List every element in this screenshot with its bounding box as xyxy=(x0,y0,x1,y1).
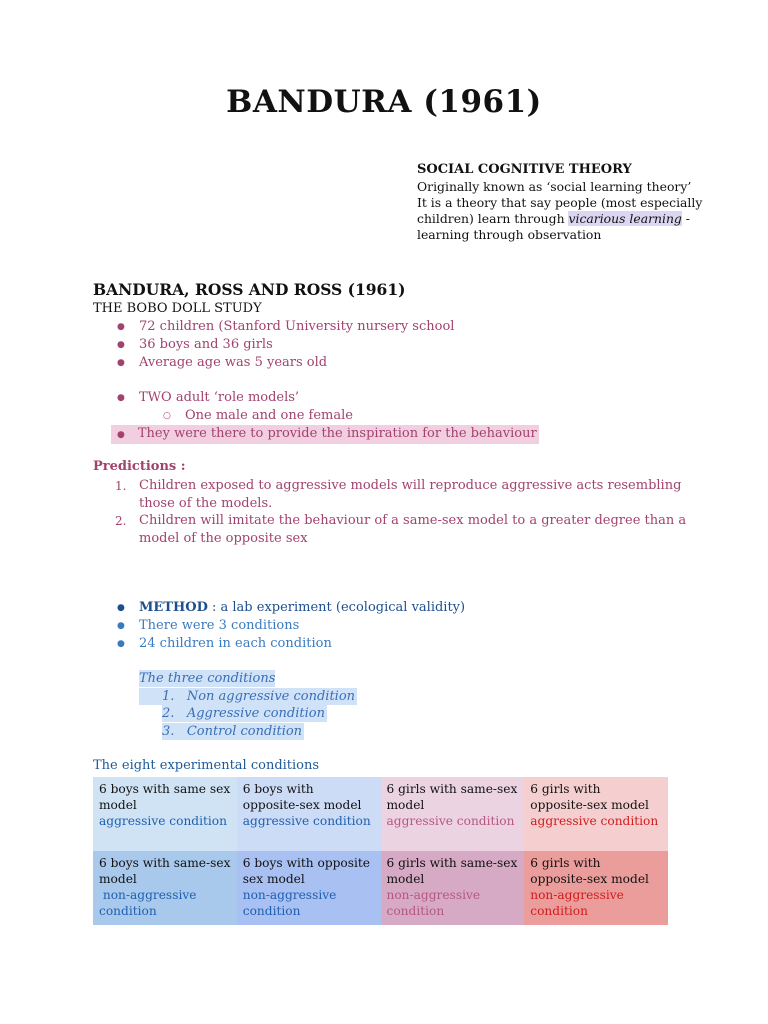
bullet-dot-icon: ● xyxy=(117,621,125,631)
cell-text: 6 boys with same sex xyxy=(99,782,231,796)
inspiration-text: They were there to provide the inspiration for the behaviour xyxy=(137,426,537,441)
condition-item xyxy=(162,705,327,722)
cell-text: opposite-sex model xyxy=(530,798,649,812)
cell-condition: condition xyxy=(530,904,588,918)
method-line xyxy=(139,599,465,616)
cell-text: model xyxy=(99,798,137,812)
table-cell xyxy=(93,851,237,925)
condition-item xyxy=(162,723,304,740)
condition-number: 1. xyxy=(162,689,175,704)
condition-number: 3. xyxy=(162,724,175,739)
sct-line-3 xyxy=(417,211,707,227)
condition-label: Non aggressive condition xyxy=(186,689,356,704)
vicarious-learning-highlight: vicarious learning xyxy=(568,211,682,226)
section-title: BANDURA, ROSS AND ROSS (1961) xyxy=(93,280,406,299)
cell-text: model xyxy=(386,798,425,812)
sct-line-3-post: - xyxy=(681,211,690,226)
table-cell xyxy=(381,777,525,851)
table-cell xyxy=(237,851,381,925)
list-item: Average age was 5 years old xyxy=(139,355,328,370)
cell-condition: aggressive condition xyxy=(386,814,515,828)
condition-item xyxy=(139,688,357,705)
list-item: There were 3 conditions xyxy=(139,618,300,633)
prediction-line: Children will imitate the behaviour of a same-sex model to a greater degree than a xyxy=(139,513,687,528)
list-item: 24 children in each condition xyxy=(139,636,332,651)
cell-text: 6 girls with same-sex xyxy=(386,782,518,796)
bullet-circle-icon: ○ xyxy=(163,411,171,421)
prediction-number: 2. xyxy=(115,514,127,528)
cell-condition: non-aggressive xyxy=(386,888,481,902)
section-subtitle: THE BOBO DOLL STUDY xyxy=(93,301,262,316)
prediction-number: 1. xyxy=(115,479,127,493)
sct-heading: SOCIAL COGNITIVE THEORY xyxy=(417,162,632,177)
cell-condition: non-aggressive xyxy=(530,888,624,902)
bullet-dot-icon: ● xyxy=(117,639,125,649)
cell-condition: non-aggressive xyxy=(99,888,197,902)
table-cell xyxy=(381,851,525,925)
list-item: 36 boys and 36 girls xyxy=(139,337,273,352)
bullet-dot-icon: ● xyxy=(117,393,125,403)
social-cognitive-theory-box xyxy=(417,162,707,243)
condition-label: Aggressive condition xyxy=(186,706,325,721)
list-item: 72 children (Stanford University nursery school xyxy=(139,319,455,334)
cell-condition: condition xyxy=(242,904,301,918)
sct-line-1: Originally known as ‘social learning theory’ xyxy=(417,179,692,194)
cell-text: opposite-sex model xyxy=(242,798,362,812)
cell-text: sex model xyxy=(242,872,305,886)
cell-text: 6 boys with xyxy=(242,782,314,796)
table-cell xyxy=(237,777,381,851)
bullet-dot-icon: ● xyxy=(117,603,125,613)
condition-label: Control condition xyxy=(186,724,303,739)
table-cell xyxy=(93,777,237,851)
sct-line-4: learning through observation xyxy=(417,227,602,242)
method-text: : a lab experiment (ecological validity) xyxy=(207,600,466,615)
condition-number: 2. xyxy=(162,706,175,721)
bullet-dot-icon: ● xyxy=(117,430,125,440)
cell-condition: aggressive condition xyxy=(242,814,371,828)
page-title: BANDURA (1961) xyxy=(226,84,542,120)
table-row xyxy=(93,777,668,851)
table-cell xyxy=(524,851,668,925)
prediction-line: model of the opposite sex xyxy=(139,531,308,546)
cell-condition: aggressive condition xyxy=(530,814,659,828)
cell-text: opposite-sex model xyxy=(530,872,649,886)
list-item-sub: One male and one female xyxy=(185,408,353,423)
cell-text: 6 girls with same-sex xyxy=(386,856,518,870)
table-row xyxy=(93,851,668,925)
cell-text: 6 boys with same-sex xyxy=(99,856,231,870)
list-item: TWO adult ‘role models’ xyxy=(139,390,300,405)
highlighted-list-item xyxy=(111,425,539,444)
prediction-line: those of the models. xyxy=(139,496,273,511)
eight-conditions-table xyxy=(93,777,668,925)
bullet-dot-icon: ● xyxy=(117,340,125,350)
cell-text: model xyxy=(99,872,137,886)
sct-line-2: It is a theory that say people (most especially xyxy=(417,195,703,210)
table-cell xyxy=(524,777,668,851)
bullet-dot-icon: ● xyxy=(117,358,125,368)
three-conditions-heading: The three conditions xyxy=(139,671,276,686)
sct-line-3-pre: children) learn through xyxy=(417,211,569,226)
cell-text: 6 girls with xyxy=(530,856,601,870)
cell-condition: condition xyxy=(99,904,157,918)
cell-condition: non-aggressive xyxy=(242,888,337,902)
method-label: METHOD xyxy=(139,600,208,615)
cell-text: 6 boys with opposite xyxy=(242,856,371,870)
cell-condition: condition xyxy=(386,904,445,918)
cell-text: 6 girls with xyxy=(530,782,601,796)
cell-condition: aggressive condition xyxy=(99,814,227,828)
cell-text: model xyxy=(386,872,425,886)
predictions-heading: Predictions : xyxy=(93,459,186,474)
prediction-line: Children exposed to aggressive models will reproduce aggressive acts resembling xyxy=(139,478,682,493)
bullet-dot-icon: ● xyxy=(117,322,125,332)
eight-conditions-title: The eight experimental conditions xyxy=(93,758,320,773)
